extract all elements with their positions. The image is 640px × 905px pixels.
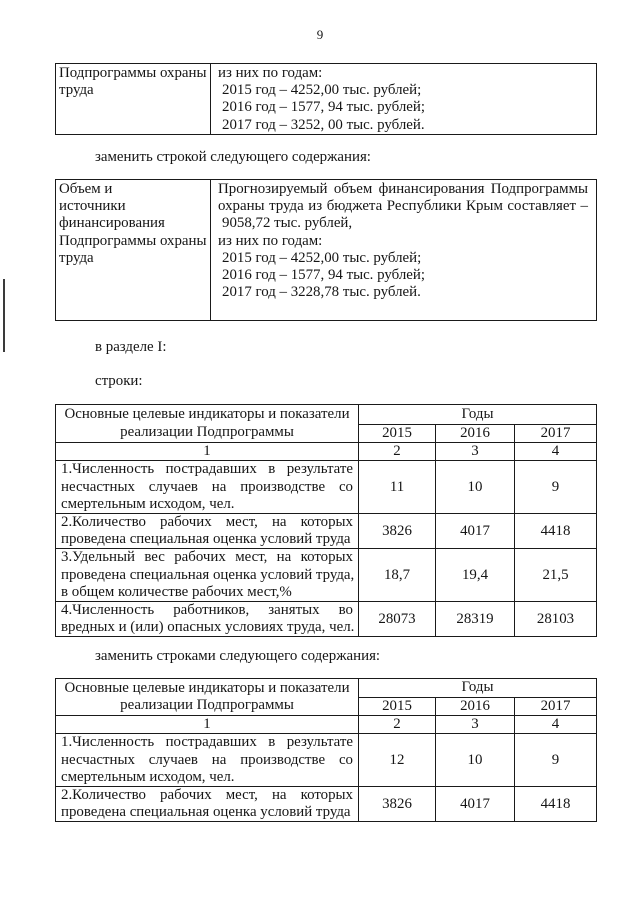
value-cell: 12 bbox=[359, 734, 436, 787]
indicator-line: проведена специальная оценка условий труда bbox=[61, 531, 351, 548]
passport-value-cell bbox=[211, 64, 597, 135]
indicator-header-line: Основные целевые индикаторы и показатели bbox=[64, 406, 350, 423]
indicator-line: вредных и (или) опасных условиях труда, чел. bbox=[61, 619, 355, 636]
value-cell: 9 bbox=[515, 461, 597, 514]
years-header-cell: Годы bbox=[359, 679, 597, 698]
indicator-cell bbox=[56, 514, 359, 549]
value-cell: 28073 bbox=[359, 602, 436, 637]
value-cell: 3826 bbox=[359, 787, 436, 822]
passport-label-line: источники bbox=[59, 198, 126, 215]
indicator-cell bbox=[56, 602, 359, 637]
passport-value-line: 2017 год – 3228,78 тыс. рублей. bbox=[222, 284, 421, 301]
column-number-cell: 3 bbox=[436, 443, 515, 461]
passport-label-cell bbox=[56, 64, 211, 135]
passport-label-line: труда bbox=[59, 82, 94, 99]
year-cell: 2015 bbox=[359, 425, 436, 443]
table-header-row bbox=[56, 679, 597, 698]
table-row bbox=[56, 514, 597, 549]
replace-with-rows-text: заменить строками следующего содержания: bbox=[95, 648, 381, 664]
value-cell: 4017 bbox=[436, 787, 515, 822]
indicator-cell bbox=[56, 734, 359, 787]
indicators-table-old bbox=[55, 404, 597, 637]
page-number: 9 bbox=[316, 27, 324, 42]
indicator-line: 2.Количество рабочих мест, на которых bbox=[61, 514, 353, 531]
indicator-line: проведена специальная оценка условий труда bbox=[61, 804, 351, 821]
value-cell: 10 bbox=[436, 734, 515, 787]
indicator-line: проведена специальная оценка условий труда, bbox=[61, 566, 355, 583]
rows-label-text: строки: bbox=[95, 373, 143, 389]
passport-label-line: Подпрограммы охраны bbox=[59, 232, 207, 249]
indicator-line: 3.Удельный вес рабочих мест, на которых bbox=[61, 549, 353, 566]
passport-value-cell bbox=[211, 180, 597, 321]
passport-table-new bbox=[55, 179, 597, 321]
passport-value-line: 2016 год – 1577, 94 тыс. рублей; bbox=[222, 99, 425, 116]
value-cell: 19,4 bbox=[436, 549, 515, 602]
value-cell: 4418 bbox=[515, 787, 597, 822]
value-cell: 10 bbox=[436, 461, 515, 514]
table-row bbox=[56, 461, 597, 514]
passport-value-line: охраны труда из бюджета Республики Крым составляет – bbox=[218, 198, 588, 215]
replace-with-line-text: заменить строкой следующего содержания: bbox=[95, 149, 371, 165]
table-row bbox=[56, 549, 597, 602]
passport-table-old bbox=[55, 63, 597, 135]
indicator-header-line: реализации Подпрограммы bbox=[120, 423, 294, 440]
value-cell: 18,7 bbox=[359, 549, 436, 602]
column-number-cell: 3 bbox=[436, 716, 515, 734]
passport-label-cell bbox=[56, 180, 211, 321]
scan-margin-line bbox=[3, 279, 5, 352]
table-row bbox=[56, 787, 597, 822]
indicators-table-new bbox=[55, 678, 597, 822]
indicator-line: смертельным исходом, чел. bbox=[61, 495, 235, 512]
passport-value-line: из них по годам: bbox=[218, 65, 323, 81]
indicator-line: 1.Численность пострадавших в результате bbox=[61, 734, 353, 751]
year-cell: 2016 bbox=[436, 698, 515, 716]
year-cell: 2016 bbox=[436, 425, 515, 443]
table-header-row bbox=[56, 405, 597, 425]
section-reference-text: в разделе I: bbox=[95, 339, 167, 355]
indicator-header-cell bbox=[56, 679, 359, 716]
passport-value-line: 9058,72 тыс. рублей, bbox=[222, 215, 353, 232]
indicator-line: несчастных случаев на производстве со bbox=[61, 751, 353, 768]
value-cell: 4017 bbox=[436, 514, 515, 549]
value-cell: 3826 bbox=[359, 514, 436, 549]
column-number-cell: 4 bbox=[515, 443, 597, 461]
column-number-cell: 1 bbox=[56, 443, 359, 461]
passport-label-line: труда bbox=[59, 249, 94, 266]
indicator-line: 2.Количество рабочих мест, на которых bbox=[61, 787, 353, 804]
column-number-cell: 2 bbox=[359, 716, 436, 734]
indicator-header-line: Основные целевые индикаторы и показатели bbox=[64, 679, 350, 696]
passport-label-line: финансирования bbox=[59, 215, 165, 232]
value-cell: 28319 bbox=[436, 602, 515, 637]
passport-value-line: из них по годам: bbox=[218, 232, 323, 249]
indicator-header-line: реализации Подпрограммы bbox=[120, 697, 294, 714]
value-cell: 21,5 bbox=[515, 549, 597, 602]
passport-row bbox=[56, 64, 597, 135]
passport-value-line: 2016 год – 1577, 94 тыс. рублей; bbox=[222, 267, 425, 284]
passport-value-line: 2015 год – 4252,00 тыс. рублей; bbox=[222, 82, 422, 99]
indicator-cell bbox=[56, 461, 359, 514]
indicator-line: 4.Численность работников, занятых во bbox=[61, 602, 353, 619]
column-number-cell: 2 bbox=[359, 443, 436, 461]
year-cell: 2017 bbox=[515, 425, 597, 443]
passport-value-line: 2015 год – 4252,00 тыс. рублей; bbox=[222, 249, 422, 266]
table-row bbox=[56, 734, 597, 787]
passport-value-line: 2017 год – 3252, 00 тыс. рублей. bbox=[222, 116, 425, 133]
indicator-cell bbox=[56, 549, 359, 602]
column-number-cell: 4 bbox=[515, 716, 597, 734]
indicator-header-cell bbox=[56, 405, 359, 443]
years-header-cell: Годы bbox=[359, 405, 597, 425]
passport-label-line: Объем и bbox=[59, 181, 113, 197]
passport-value-line: Прогнозируемый объем финансирования Подпрограммы bbox=[218, 181, 588, 197]
indicator-line: 1.Численность пострадавших в результате bbox=[61, 461, 353, 478]
year-cell: 2015 bbox=[359, 698, 436, 716]
year-cell: 2017 bbox=[515, 698, 597, 716]
passport-label-line: Подпрограммы охраны bbox=[59, 65, 207, 81]
column-numbers-row bbox=[56, 716, 597, 734]
column-number-cell: 1 bbox=[56, 716, 359, 734]
value-cell: 28103 bbox=[515, 602, 597, 637]
value-cell: 4418 bbox=[515, 514, 597, 549]
indicator-line: смертельным исходом, чел. bbox=[61, 768, 235, 785]
value-cell: 9 bbox=[515, 734, 597, 787]
indicator-line: несчастных случаев на производстве со bbox=[61, 478, 353, 495]
indicator-cell bbox=[56, 787, 359, 822]
indicator-line: в общем количестве рабочих мест,% bbox=[61, 583, 292, 600]
value-cell: 11 bbox=[359, 461, 436, 514]
passport-row bbox=[56, 180, 597, 321]
column-numbers-row bbox=[56, 443, 597, 461]
table-row bbox=[56, 602, 597, 637]
